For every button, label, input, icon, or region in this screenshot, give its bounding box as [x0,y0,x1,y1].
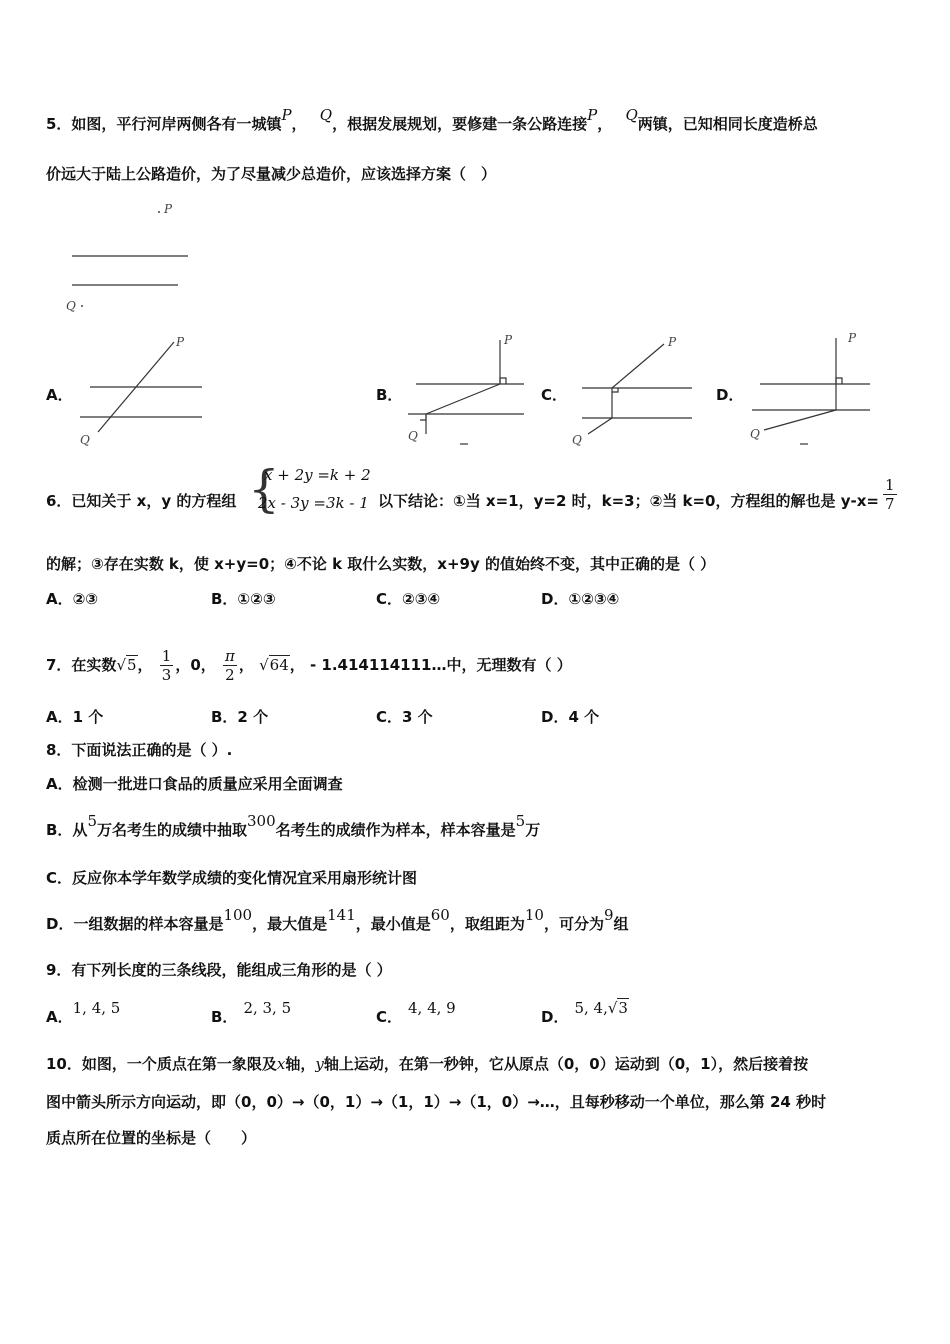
q8-option-b[interactable] [46,812,541,840]
q6-equation-system [248,462,378,520]
q8-d-t4: ，可分为 [543,915,604,933]
q5-c-p: P [668,335,677,349]
q5-option-a-label[interactable]: A． [46,386,73,404]
q9-d-val: 5, 4, [574,999,608,1017]
q6-line2: 的解；③存在实数 k，使 x+y=0；④不论 k 取什么实数，x+9y 的值始终不变，其中正确的是（ ） [46,555,716,573]
q5-b-p: P [504,333,513,347]
q5-d-q: Q [750,427,760,441]
q5-option-d-figure[interactable] [746,332,876,450]
q6-frac-num: 1 [885,476,895,494]
q5-main-figure [60,198,200,318]
q9-c-val: 4, 4, 9 [408,999,456,1017]
q8-option-c[interactable]: C．反应你本学年数学成绩的变化情况宜采用扇形统计图 [46,869,418,887]
q8-b-n2: 300 [247,812,276,830]
q5-var-p: P [281,106,292,124]
q6-fraction [883,476,897,513]
q8-d-n4: 10 [524,906,544,924]
q10-l1b: 轴， [285,1055,316,1073]
q6-eq1: x + 2y =k + 2 [264,466,371,484]
q5-comma2: ， [597,115,613,133]
q8-d-n5: 9 [603,906,614,924]
q6-eq2: 2x - 3y =3k - 1 [258,494,369,512]
q5-var-p2: P [587,106,598,124]
q10-line1 [46,1054,808,1074]
q7-sqrt64: √64 [259,656,289,674]
q5-var-q: Q [319,106,333,124]
q5-option-c-label[interactable]: C． [541,386,568,404]
q7-zero: ，0， [175,656,216,674]
q7-f2-num: π [225,647,235,665]
q7-option-a[interactable]: A．1 个 [46,708,104,726]
q5-comma: ， [291,115,307,133]
q9-c-label: C． [376,1008,403,1026]
q6-option-c[interactable]: C．②③④ [376,590,441,608]
q9-a-val: 1, 4, 5 [72,999,121,1017]
q8-d-pre: D．一组数据的样本容量是 [46,915,224,933]
q7-f1-den: 3 [161,666,172,684]
q7-sqrt5: √5 [116,656,137,674]
q8-d-t2: ，最小值是 [355,915,431,933]
q8-d-end: 组 [613,915,629,933]
q9-option-b[interactable] [211,999,292,1027]
q5-var-q2: Q [625,106,638,124]
q6-option-d[interactable]: D．①②③④ [541,590,620,608]
q8-d-t1: ，最大值是 [252,915,328,933]
q10-line2: 图中箭头所示方向运动，即（0，0）→（0，1）→（1，1）→（1，0）→…，且每秒移动一个单位，那么第 24 秒时 [46,1093,827,1111]
q5-option-c-figure[interactable] [568,332,698,450]
q10-var-x: x [276,1055,286,1073]
q6-frac-den: 7 [885,495,895,513]
q6-option-b[interactable]: B．①②③ [211,590,276,608]
q8-option-d[interactable] [46,906,629,934]
q8-d-n1: 100 [223,906,253,924]
q5-option-a-figure[interactable] [78,332,208,450]
q8-d-n2: 141 [327,906,356,924]
q9-a-label: A． [46,1008,73,1026]
q10-l1a: 10．如图，一个质点在第一象限及 [46,1055,277,1073]
q7-option-d[interactable]: D．4 个 [541,708,600,726]
q5-fig-q: Q [66,299,76,313]
q7-f2-den: 2 [225,666,235,684]
q5-a-q: Q [80,433,90,447]
q7-line: 7．在实数√5， $\frac{1}{3}$ ，0， $\frac{\pi}{2}$ ， √64， - 1.414114111…中，无理数有（ ） [46,647,572,684]
q5-line1 [46,106,818,134]
q9-option-d[interactable] [541,999,629,1027]
q5-line2: 价远大于陆上公路造价，为了尽量减少总造价，应该选择方案（ ） [46,165,497,183]
q9-b-label: B． [211,1008,238,1026]
q5-text-c: 两镇，已知相同长度造桥总 [637,115,818,133]
q9-sqrt3: √3 [607,999,628,1017]
q8-option-a[interactable]: A．检测一批进口食品的质量应采用全面调查 [46,775,343,793]
q8-b-end: 万 [525,821,541,839]
q7-sqrt64-val: 64 [269,656,289,674]
q6-option-a[interactable]: A．②③ [46,590,99,608]
q8-b-n1: 5 [87,812,97,830]
q10-line3: 质点所在位置的坐标是（ ） [46,1129,257,1147]
q5-c-q: Q [572,433,582,447]
q6-mid-text: 以下结论：①当 x=1，y=2 时，k=3；②当 k=0，方程组的解也是 y-x= [378,492,879,510]
q7-option-b[interactable]: B．2 个 [211,708,269,726]
q5-d-p: P [848,331,857,345]
q9-d-label: D． [541,1008,569,1026]
q9-option-c[interactable] [376,999,456,1027]
q10-var-y: y [315,1055,324,1073]
q5-text-b: ，根据发展规划，要修建一条公路连接 [332,115,588,133]
q6-prefix: 6．已知关于 x，y 的方程组 [46,492,237,510]
q8-b-n3: 5 [515,812,526,830]
q8-b-mid1: 万名考生的成绩中抽取 [96,821,247,839]
q10-l1c: 轴上运动，在第一秒钟，它从原点（0，0）运动到（0，1），然后接着按 [323,1055,809,1073]
q5-option-b-figure[interactable] [404,332,534,450]
q9-stem: 9．有下列长度的三条线段，能组成三角形的是（ ） [46,961,392,979]
q7-sqrt5-val: 5 [127,656,137,674]
q7-option-c[interactable]: C．3 个 [376,708,433,726]
q8-stem: 8．下面说法正确的是（ ）. [46,741,233,759]
q5-b-q: Q [408,429,418,443]
q8-d-t3: ，取组距为 [449,915,525,933]
q7-frac-pi-2 [223,647,237,684]
q9-b-val: 2, 3, 5 [243,999,292,1017]
q8-d-n3: 60 [430,906,450,924]
q8-b-mid2: 名考生的成绩作为样本，样本容量是 [275,821,516,839]
q5-a-p: P [176,335,185,349]
q8-b-pre: B．从 [46,821,88,839]
q5-option-b-label[interactable]: B． [376,386,403,404]
q5-option-d-label[interactable]: D． [716,386,744,404]
q5-fig-p: P [164,202,173,216]
q6-brace: { [248,460,280,518]
q9-sqrt3-val: 3 [618,999,628,1017]
q9-option-a[interactable] [46,999,121,1027]
q7-tail: ， - 1.414114111…中，无理数有（ ） [289,656,572,674]
q7-prefix: 7．在实数 [46,656,117,674]
q5-text-a: 5．如图，平行河岸两侧各有一城镇 [46,115,282,133]
q7-frac-1-3 [160,647,174,684]
q7-f1-num: 1 [161,647,172,665]
